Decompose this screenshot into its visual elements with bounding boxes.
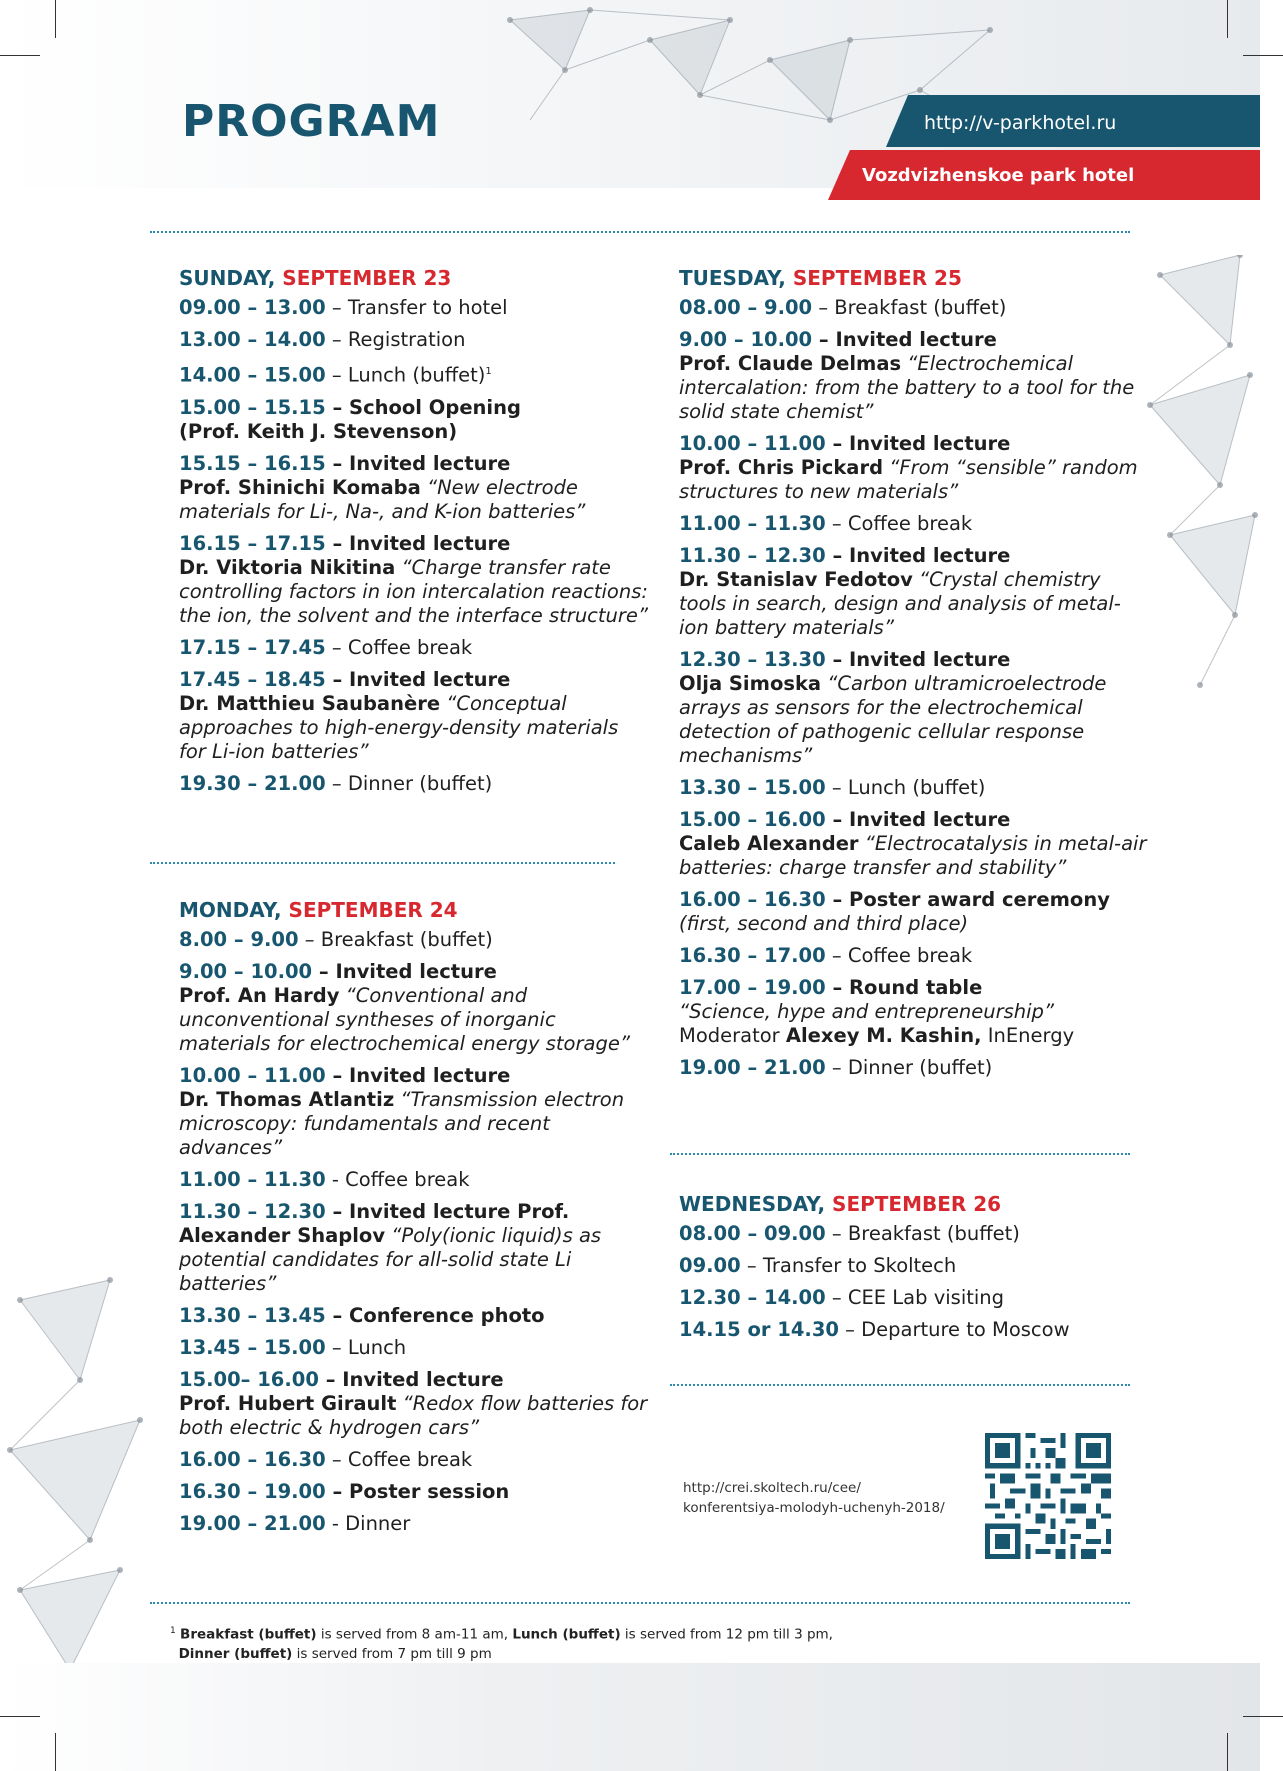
schedule-wednesday <box>679 1192 1149 1350</box>
schedule-item: 08.00 – 09.00 – Breakfast (buffet) <box>679 1222 1020 1245</box>
schedule-monday <box>179 898 649 1544</box>
schedule-item: 8.00 – 9.00 – Breakfast (buffet) <box>179 928 493 951</box>
day-heading: SUNDAY, SEPTEMBER 23 <box>179 266 452 290</box>
crop-mark <box>1227 1733 1228 1771</box>
qr-code <box>985 1433 1111 1559</box>
schedule-item: 10.00 – 11.00 – Invited lecture Dr. Thomas Atlantiz “Transmission electron microscopy: fundamentals and recent advances” <box>179 1064 625 1159</box>
schedule-item: 17.45 – 18.45 – Invited lecture Dr. Matthieu Saubanère “Conceptual approaches to high-energy-density materials for Li-ion batteries” <box>179 667 619 763</box>
schedule-item: 11.30 – 12.30 – Invited lecture Prof. Alexander Shaplov “Poly(ionic liquid)s as potential candidates for all-solid state Li batteries” <box>179 1200 602 1295</box>
crop-mark <box>1227 0 1228 38</box>
divider <box>150 231 1130 233</box>
network-graphic-left <box>0 1270 160 1690</box>
schedule-item: 17.15 – 17.45 – Coffee break <box>179 635 473 659</box>
schedule-item: 13.00 – 14.00 – Registration <box>179 328 466 351</box>
crop-mark <box>55 0 56 38</box>
schedule-item: 16.00 – 16.30 – Coffee break <box>179 1448 473 1471</box>
schedule-item: 13.30 – 15.00 – Lunch (buffet) <box>679 776 986 799</box>
schedule-item: 08.00 – 9.00 – Breakfast (buffet) <box>679 296 1007 319</box>
schedule-item: 14.00 – 15.00 – Lunch (buffet)$^1$ <box>179 363 492 387</box>
schedule-item: 19.30 – 21.00 – Dinner (buffet) <box>179 771 493 795</box>
crop-mark <box>0 55 40 56</box>
schedule-item: 11.00 – 11.30 – Coffee break <box>679 512 973 535</box>
divider <box>670 1153 1130 1155</box>
crop-mark <box>55 1733 56 1771</box>
schedule-sunday <box>179 266 649 804</box>
footnote: $^1$ Breakfast (buffet) is served from 8 am-11 am, Lunch (buffet) is served from 12 pm till 3 pm, Dinner (buffet) is served from 7 pm till 9 pm <box>170 1626 833 1662</box>
schedule-item: 17.00 – 19.00 – Round table “Science, hype and entrepreneurship” Moderator Alexey M. Kashin, InEnergy <box>679 976 1075 1047</box>
hotel-name: Vozdvizhenskoe park hotel <box>862 165 1135 186</box>
schedule-item: 16.00 – 16.30 – Poster award ceremony (first, second and third place) <box>679 888 1110 935</box>
schedule-item: 11.00 – 11.30 - Coffee break <box>179 1168 470 1191</box>
schedule-item: 10.00 – 11.00 – Invited lecture Prof. Chris Pickard “From “sensible” random structures to new materials” <box>679 432 1138 503</box>
day-heading: TUESDAY, SEPTEMBER 25 <box>679 266 962 290</box>
conference-url[interactable]: http://crei.skoltech.ru/cee/ konferentsiya-molodyh-uchenyh-2018/ <box>683 1480 945 1516</box>
network-graphic-right <box>1140 255 1260 695</box>
schedule-item: 09.00 – 13.00 – Transfer to hotel <box>179 296 508 319</box>
footer-band <box>0 1663 1260 1771</box>
schedule-item: 19.00 – 21.00 - Dinner <box>179 1512 411 1535</box>
schedule-item: 19.00 – 21.00 – Dinner (buffet) <box>679 1056 993 1079</box>
page-title: PROGRAM <box>182 96 441 147</box>
schedule-item: 14.15 or 14.30 – Departure to Moscow <box>679 1318 1070 1341</box>
day-heading: MONDAY, SEPTEMBER 24 <box>179 898 458 922</box>
schedule-item: 12.30 – 14.00 – CEE Lab visiting <box>679 1286 1005 1309</box>
schedule-item: 09.00 – Transfer to Skoltech <box>679 1254 957 1277</box>
divider <box>670 1384 1130 1386</box>
hotel-url-link[interactable]: http://v-parkhotel.ru <box>924 112 1117 134</box>
schedule-tuesday <box>679 266 1149 1088</box>
crop-mark <box>0 1716 40 1717</box>
schedule-item: 15.00– 16.00 – Invited lecture Prof. Hubert Girault “Redox flow batteries for both electric & hydrogen cars” <box>179 1368 648 1439</box>
schedule-item: 12.30 – 13.30 – Invited lecture Olja Simoska “Carbon ultramicroelectrode arrays as sensors for the electrochemical detection of pathogenic cellular response mechanisms” <box>679 648 1107 767</box>
schedule-item: 16.30 – 17.00 – Coffee break <box>679 944 973 967</box>
schedule-item: 15.15 – 16.15 – Invited lecture Prof. Shinichi Komaba “New electrode materials for Li-, Na-, and K-ion batteries” <box>179 451 586 523</box>
divider <box>150 1602 1130 1604</box>
day-heading: WEDNESDAY, SEPTEMBER 26 <box>679 1192 1002 1216</box>
schedule-item: 16.30 – 19.00 – Poster session <box>179 1480 510 1503</box>
schedule-item: 11.30 – 12.30 – Invited lecture Dr. Stanislav Fedotov “Crystal chemistry tools in search, design and analysis of metal-ion battery materials” <box>679 544 1121 639</box>
schedule-item: 9.00 – 10.00 – Invited lecture Prof. An Hardy “Conventional and unconventional syntheses of inorganic materials for electrochemical energy storage” <box>179 960 630 1055</box>
divider <box>150 862 615 864</box>
schedule-item: 9.00 – 10.00 – Invited lecture Prof. Claude Delmas “Electrochemical intercalation: from the battery to a tool for the solid state chemist” <box>679 328 1135 423</box>
crop-mark <box>1243 1716 1283 1717</box>
schedule-item: 15.00 – 16.00 – Invited lecture Caleb Alexander “Electrocatalysis in metal-air batteries: charge transfer and stability” <box>679 808 1147 879</box>
schedule-item: 13.45 – 15.00 – Lunch <box>179 1336 407 1359</box>
schedule-item: 15.00 – 15.15 – School Opening (Prof. Keith J. Stevenson) <box>179 395 521 443</box>
schedule-item: 16.15 – 17.15 – Invited lecture Dr. Viktoria Nikitina “Charge transfer rate controlling factors in ion intercalation reactions: the ion, the solvent and the interface structure” <box>179 531 649 627</box>
crop-mark <box>1243 55 1283 56</box>
schedule-item: 13.30 – 13.45 – Conference photo <box>179 1304 545 1327</box>
